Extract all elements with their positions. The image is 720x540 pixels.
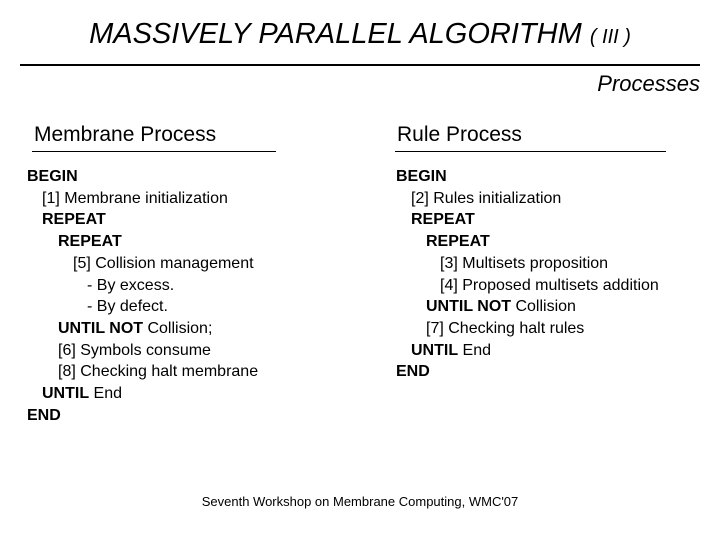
rule-process-heading: Rule Process xyxy=(397,123,522,146)
rule-process-code xyxy=(396,166,659,383)
code-line: [4] Proposed multisets addition xyxy=(440,276,659,294)
code-line: END xyxy=(396,363,430,381)
slide-footer: Seventh Workshop on Membrane Computing, WMC'07 xyxy=(201,494,519,509)
code-line: [5] Collision management xyxy=(73,254,254,272)
membrane-heading-divider xyxy=(32,151,276,152)
code-line: [1] Membrane initialization xyxy=(42,189,228,207)
code-line: - By excess. xyxy=(87,276,175,294)
title-divider xyxy=(20,64,700,66)
code-line: [7] Checking halt rules xyxy=(426,319,585,337)
rule-heading-divider xyxy=(395,151,666,152)
code-line: [2] Rules initialization xyxy=(411,189,562,207)
code-line: REPEAT xyxy=(42,211,106,229)
code-line: BEGIN xyxy=(27,168,78,185)
code-line: REPEAT xyxy=(411,211,475,229)
code-line: [6] Symbols consume xyxy=(58,341,211,359)
title-suffix: ( III ) xyxy=(589,26,631,48)
slide-title xyxy=(0,18,720,51)
code-line: UNTIL NOT Collision xyxy=(426,298,576,316)
code-line: REPEAT xyxy=(426,233,490,251)
membrane-process-code xyxy=(27,166,258,426)
code-line: REPEAT xyxy=(58,233,122,251)
code-line: UNTIL End xyxy=(411,341,492,359)
code-line: [3] Multisets proposition xyxy=(440,254,609,272)
code-line: - By defect. xyxy=(87,298,168,316)
code-line: END xyxy=(27,406,61,424)
code-line: [8] Checking halt membrane xyxy=(58,363,259,381)
code-line: UNTIL NOT Collision; xyxy=(58,319,213,337)
title-main: MASSIVELY PARALLEL ALGORITHM xyxy=(89,18,582,50)
membrane-process-heading: Membrane Process xyxy=(34,123,217,146)
code-line: BEGIN xyxy=(396,168,447,185)
code-line: UNTIL End xyxy=(42,385,123,403)
slide-subtitle: Processes xyxy=(597,71,700,96)
